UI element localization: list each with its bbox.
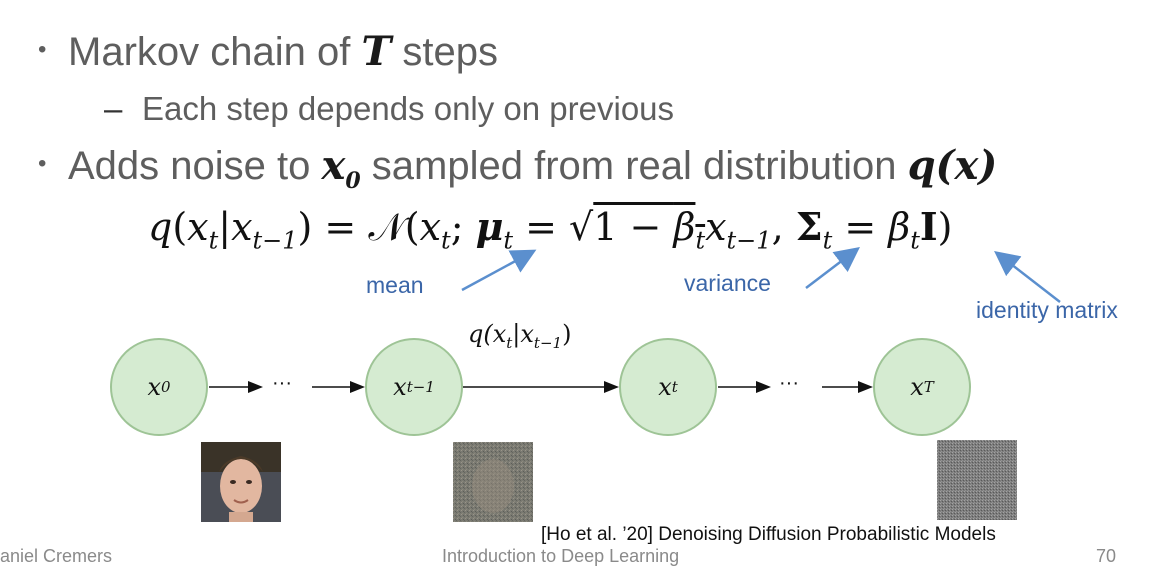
arrow-variance <box>806 250 856 288</box>
math-qx: q(x) <box>907 142 998 189</box>
arrow-mean <box>462 252 532 290</box>
sub-bullet-text: Each step depends only on previous <box>142 90 675 127</box>
footer-course: Introduction to Deep Learning <box>442 546 680 566</box>
node-xtm1 <box>365 338 463 436</box>
bullet-dot: • <box>38 150 47 178</box>
bullet-dot: • <box>38 36 47 64</box>
face-image-clean <box>201 442 281 522</box>
annotation-mean: mean <box>366 272 424 298</box>
footer-author: aniel Cremers <box>0 546 113 566</box>
bullet-text-end: steps <box>391 30 498 74</box>
edge-label-sub-tm1: t−1 <box>533 333 563 352</box>
node-x0 <box>110 338 208 436</box>
node-xT <box>873 338 971 436</box>
edge-label-close: ) <box>562 320 572 348</box>
ellipsis-2: ··· <box>779 372 799 394</box>
annotation-identity-matrix: identity matrix <box>976 297 1118 323</box>
node-xtm1-base: x <box>393 373 407 401</box>
footer-page-number: 70 <box>1096 546 1117 566</box>
node-xtm1-sub: t−1 <box>406 378 435 396</box>
node-x0-base: x <box>147 373 161 401</box>
bullet-text-middle: sampled from real distribution <box>360 144 908 188</box>
node-xT-base: x <box>910 373 924 401</box>
math-T: T <box>361 28 392 75</box>
node-xt-base: x <box>658 373 672 401</box>
bullet-text: Adds noise to <box>68 144 322 188</box>
edge-label-q <box>468 320 571 352</box>
edge-label-q-part: q(x <box>468 320 507 348</box>
math-x: x <box>321 142 346 189</box>
noise-image <box>937 440 1017 520</box>
sub-bullet-dash: – <box>104 90 123 127</box>
node-xT-sub: T <box>923 378 934 396</box>
forward-process-equation: $q(x_t|x_{t-1})$ = $𝒩(x_t$; $\mu_t = √1 - \beta_tx_{t-1}$, $\Sigma_t = \beta_tI$) <box>148 204 953 255</box>
edge-label-sep: |x <box>512 320 534 348</box>
node-xt-sub: t <box>671 378 678 396</box>
node-x0-sub: 0 <box>161 378 171 396</box>
bullet-text: Markov chain of <box>68 30 362 74</box>
edge-label-sub-t: t <box>506 333 513 352</box>
node-xt <box>619 338 717 436</box>
math-x-sub: 0 <box>345 168 361 194</box>
citation: [Ho et al. ’20] Denoising Diffusion Probabilistic Models <box>541 524 996 545</box>
annotation-variance: variance <box>684 270 771 296</box>
arrow-identity <box>998 254 1060 302</box>
face-image-noisy <box>453 442 533 522</box>
ellipsis-1: ··· <box>272 372 292 394</box>
